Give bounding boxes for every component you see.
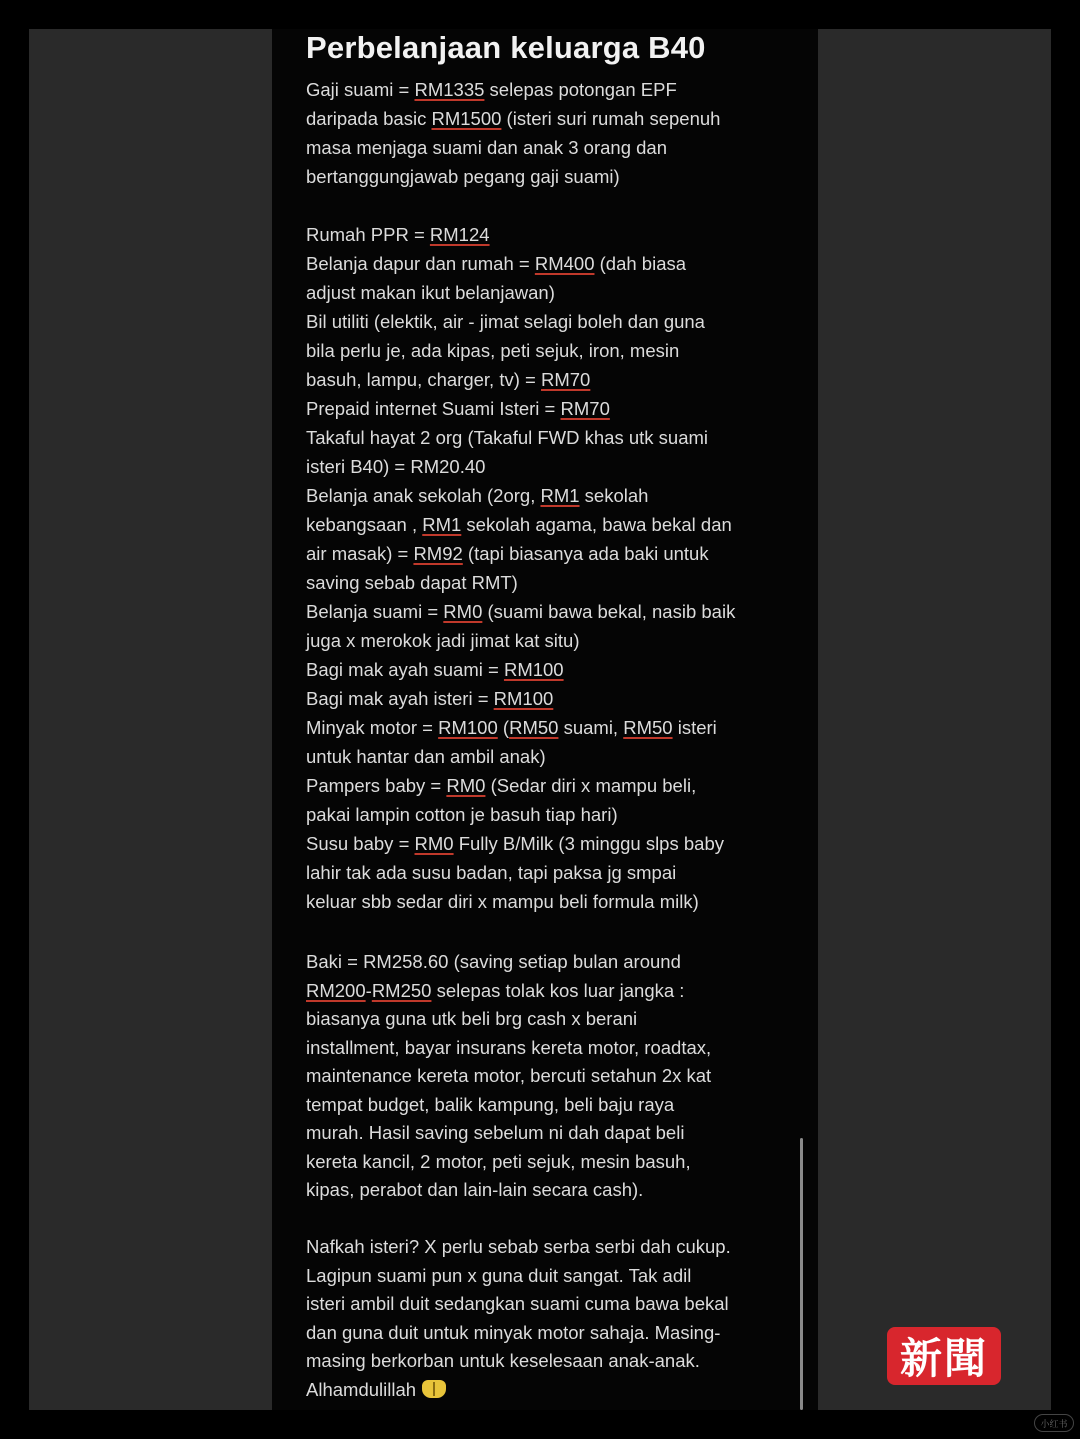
post-line — [306, 1093, 674, 1117]
line-text: basuh, lampu, charger, tv) = — [306, 369, 541, 390]
line-text: bila perlu je, ada kipas, peti sejuk, iron, mesin — [306, 340, 680, 361]
line-text: (suami bawa bekal, nasib baik — [482, 601, 736, 622]
amount-link[interactable]: RM1 — [540, 485, 580, 506]
amount-link[interactable]: RM100 — [503, 659, 564, 680]
post-line — [306, 890, 699, 914]
amount-link[interactable]: RM92 — [413, 543, 463, 564]
amount-link[interactable]: RM70 — [540, 369, 591, 390]
line-text: Lagipun suami pun x guna duit sangat. Tak adil — [306, 1265, 692, 1286]
line-text: Bagi mak ayah isteri = — [306, 688, 494, 709]
line-text: air masak) = — [306, 543, 414, 564]
amount-link[interactable]: RM50 — [623, 717, 673, 738]
amount-link[interactable]: RM1 — [422, 514, 462, 535]
line-text: Fully B/Milk (3 minggu slps baby — [453, 833, 724, 854]
post-title: Perbelanjaan keluarga B40 — [306, 30, 706, 65]
line-text: selepas tolak kos luar jangka : — [431, 980, 685, 1001]
line-text: Alhamdulillah — [306, 1379, 417, 1400]
praying-hands-icon — [422, 1380, 446, 1398]
line-text: Pampers baby = — [306, 775, 447, 796]
line-text: ( — [497, 717, 510, 738]
post-line — [306, 455, 485, 479]
post-line — [306, 1321, 720, 1345]
line-text: Minyak motor = — [306, 717, 439, 738]
line-text: saving sebab dapat RMT) — [306, 572, 518, 593]
amount-link[interactable]: RM250 — [371, 980, 432, 1001]
line-text: kipas, perabot dan lain-lain secara cash). — [306, 1179, 644, 1200]
post-line — [306, 1235, 731, 1259]
post-line — [306, 950, 681, 974]
line-text: keluar sbb sedar diri x mampu beli formula milk) — [306, 891, 699, 912]
scrollbar[interactable] — [800, 1138, 803, 1410]
line-text: Rumah PPR = — [306, 224, 430, 245]
amount-link[interactable]: RM1500 — [431, 108, 502, 129]
post-line — [306, 339, 679, 363]
post-line — [306, 658, 564, 682]
post-line — [306, 1007, 637, 1031]
line-text: installment, bayar insurans kereta motor, roadtax, — [306, 1037, 712, 1058]
post-line — [306, 600, 735, 624]
line-text: sekolah agama, bawa bekal dan — [461, 514, 732, 535]
post-line — [306, 745, 546, 769]
line-text: Belanja suami = — [306, 601, 444, 622]
post-line — [306, 832, 724, 856]
line-text: Nafkah isteri? X perlu sebab serba serbi dah cukup. — [306, 1236, 731, 1257]
amount-link[interactable]: RM70 — [560, 398, 610, 419]
post-line — [306, 281, 555, 305]
post-line — [306, 1121, 684, 1145]
amount-link[interactable]: RM50 — [509, 717, 559, 738]
line-text: Belanja anak sekolah (2org, — [306, 485, 541, 506]
post-line — [306, 426, 708, 450]
line-text: - — [365, 980, 372, 1001]
post-line — [306, 774, 696, 798]
amount-link[interactable]: RM1335 — [414, 79, 485, 100]
amount-link[interactable]: RM0 — [446, 775, 486, 796]
post-line — [306, 1150, 691, 1174]
watermark: 小红书 — [1034, 1414, 1074, 1432]
post-line — [306, 571, 518, 595]
post-line — [306, 1064, 711, 1088]
amount-link[interactable]: RM0 — [414, 833, 454, 854]
post-line — [306, 629, 580, 653]
line-text: (Sedar diri x mampu beli, — [485, 775, 697, 796]
line-text: kereta kancil, 2 motor, peti sejuk, mesin basuh, — [306, 1151, 691, 1172]
amount-link[interactable]: RM0 — [443, 601, 483, 622]
line-text: Belanja dapur dan rumah = — [306, 253, 535, 274]
line-text: Baki = RM258.60 (saving setiap bulan around — [306, 951, 681, 972]
post-line — [306, 1378, 446, 1402]
post-line — [306, 368, 590, 392]
line-text: (dah biasa — [594, 253, 687, 274]
line-text: tempat budget, balik kampung, beli baju raya — [306, 1094, 675, 1115]
post-line — [306, 397, 610, 421]
line-text: murah. Hasil saving sebelum ni dah dapat beli — [306, 1122, 685, 1143]
line-text: selepas potongan EPF — [484, 79, 677, 100]
post-line — [306, 861, 676, 885]
post-line — [306, 223, 490, 247]
line-text: Takaful hayat 2 org (Takaful FWD khas utk suami — [306, 427, 709, 448]
left-gray-margin — [29, 29, 272, 1410]
post-line — [306, 1036, 711, 1060]
line-text: lahir tak ada susu badan, tapi paksa jg smpai — [306, 862, 677, 883]
line-text: pakai lampin cotton je basuh tiap hari) — [306, 804, 618, 825]
post-line — [306, 165, 620, 189]
line-text: Bil utiliti (elektik, air - jimat selagi boleh dan guna — [306, 311, 705, 332]
post-line — [306, 1264, 691, 1288]
post-line — [306, 716, 717, 740]
post-line — [306, 687, 553, 711]
post-line — [306, 542, 709, 566]
post-line — [306, 252, 686, 276]
post-line — [306, 803, 618, 827]
line-text: juga x merokok jadi jimat kat situ) — [306, 630, 580, 651]
line-text: masa menjaga suami dan anak 3 orang dan — [306, 137, 667, 158]
amount-link[interactable]: RM100 — [438, 717, 498, 738]
post-line — [306, 1292, 729, 1316]
post-line — [306, 484, 648, 508]
post-line — [306, 1349, 700, 1373]
line-text: Susu baby = — [306, 833, 415, 854]
line-text: suami, — [558, 717, 624, 738]
line-text: adjust makan ikut belanjawan) — [306, 282, 555, 303]
line-text: bertanggungjawab pegang gaji suami) — [306, 166, 620, 187]
line-text: biasanya guna utk beli brg cash x berani — [306, 1008, 638, 1029]
amount-link[interactable]: RM200 — [306, 980, 366, 1001]
amount-link[interactable]: RM124 — [429, 224, 490, 245]
line-text: Prepaid internet Suami Isteri = — [306, 398, 561, 419]
amount-link[interactable]: RM400 — [534, 253, 595, 274]
line-text: (tapi biasanya ada baki untuk — [462, 543, 709, 564]
line-text: maintenance kereta motor, bercuti setahun 2x kat — [306, 1065, 712, 1086]
line-text: kebangsaan , — [306, 514, 423, 535]
line-text: sekolah — [579, 485, 649, 506]
line-text: isteri — [672, 717, 717, 738]
line-text: isteri B40) = RM20.40 — [306, 456, 486, 477]
amount-link[interactable]: RM100 — [493, 688, 554, 709]
line-text: dan guna duit untuk minyak motor sahaja. Masing- — [306, 1322, 721, 1343]
line-text: Gaji suami = — [306, 79, 415, 100]
post-line — [306, 107, 720, 131]
line-text: daripada basic — [306, 108, 432, 129]
right-gray-margin — [818, 29, 1051, 1410]
news-badge: 新聞 — [887, 1327, 1001, 1385]
post-line — [306, 78, 677, 102]
line-text: masing berkorban untuk keselesaan anak-anak. — [306, 1350, 700, 1371]
post-line — [306, 1178, 643, 1202]
line-text: isteri ambil duit sedangkan suami cuma bawa bekal — [306, 1293, 729, 1314]
post-line — [306, 136, 667, 160]
post-line — [306, 310, 705, 334]
post-line — [306, 513, 732, 537]
line-text: (isteri suri rumah sepenuh — [501, 108, 721, 129]
line-text: Bagi mak ayah suami = — [306, 659, 504, 680]
post-line — [306, 979, 684, 1003]
line-text: untuk hantar dan ambil anak) — [306, 746, 546, 767]
